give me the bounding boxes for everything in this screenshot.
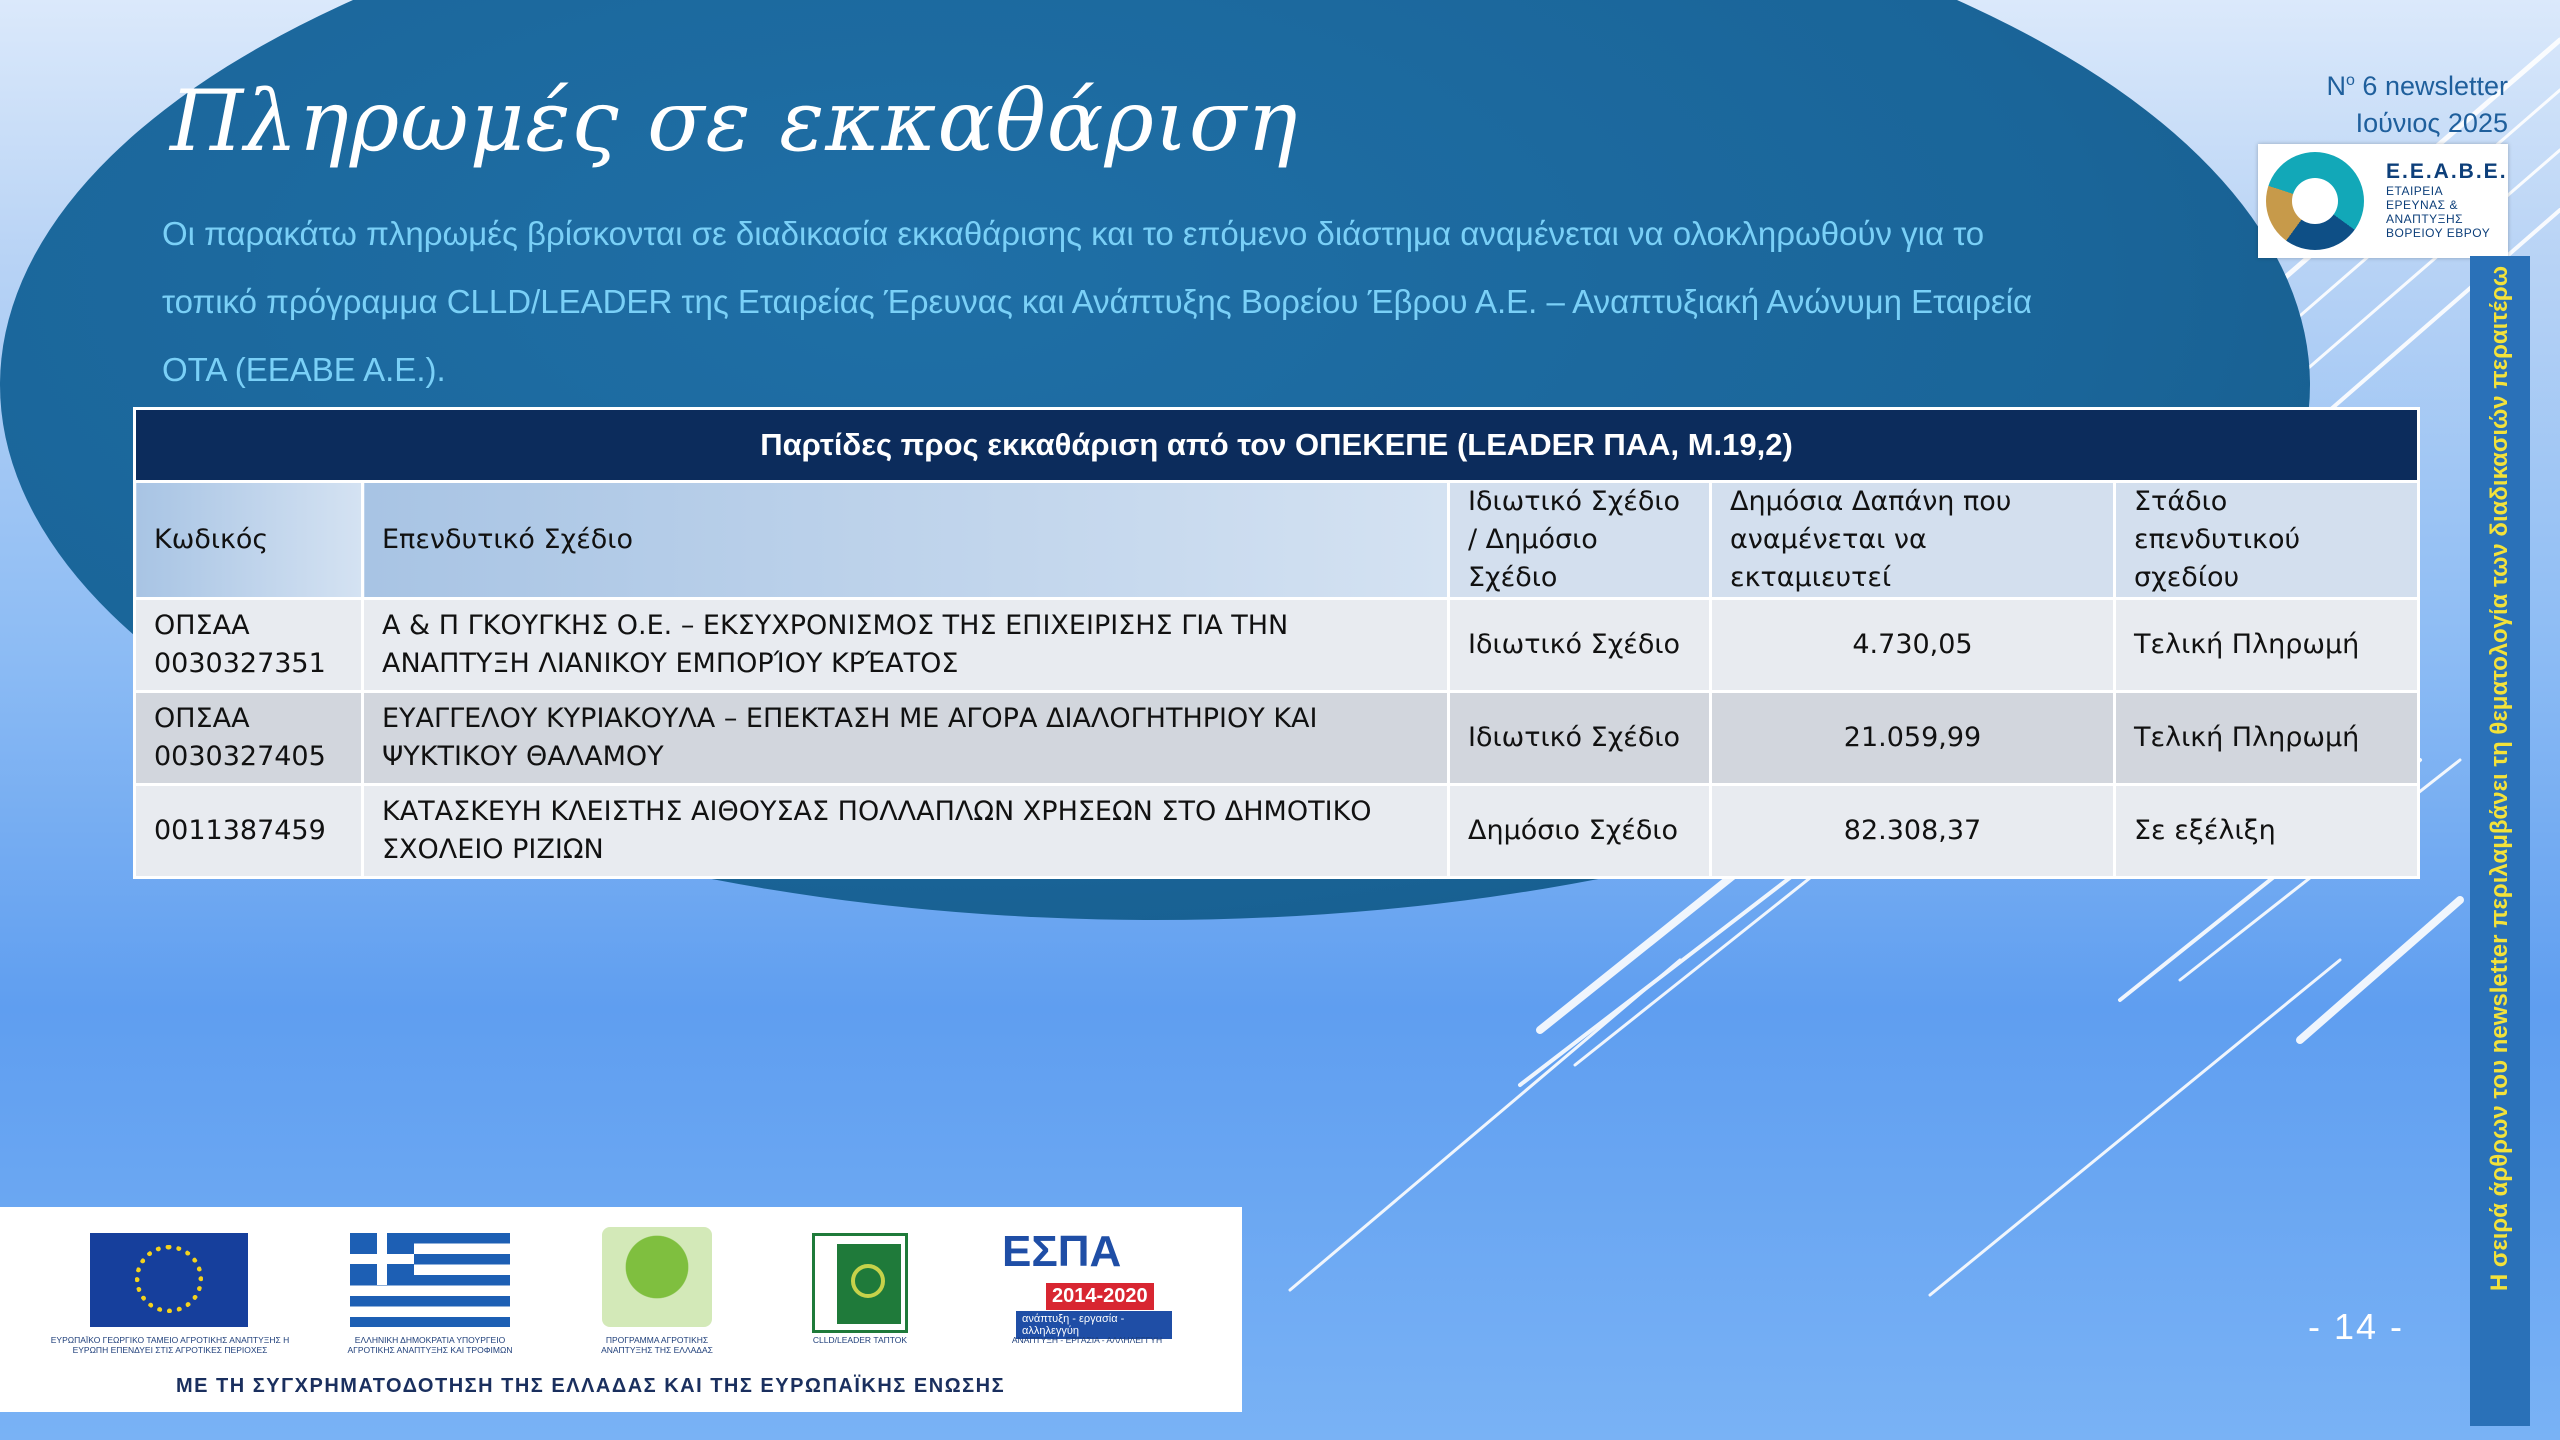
page-number: - 14 - bbox=[2308, 1306, 2405, 1347]
table-header-row bbox=[135, 482, 2419, 599]
newsletter-date: Ιούνιος 2025 bbox=[2355, 108, 2508, 138]
logo-caption-greece: ΕΛΛΗΝΙΚΗ ΔΗΜΟΚΡΑΤΙΑ ΥΠΟΥΡΓΕΙΟ ΑΓΡΟΤΙΚΗΣ ΑΝΑΠΤΥΞΗΣ ΚΑΙ ΤΡΟΦΙΜΩΝ bbox=[347, 1335, 513, 1355]
cell-amount: 4.730,05 bbox=[1711, 599, 2115, 692]
header-plan: Επενδυτικό Σχέδιο bbox=[363, 482, 1449, 599]
page-title: Πληρωμές σε εκκαθάριση bbox=[170, 72, 1299, 170]
greek-flag-icon bbox=[350, 1233, 510, 1327]
cell-amount: 21.059,99 bbox=[1711, 692, 2115, 785]
programme-tree-icon bbox=[602, 1227, 712, 1327]
cofunding-statement: ΜΕ ΤΗ ΣΥΓΧΡΗΜΑΤΟΔΟΤΗΣΗ ΤΗΣ ΕΛΛΑΔΑΣ ΚΑΙ ΤΗΣ ΕΥΡΩΠΑΪΚΗΣ ΕΝΩΣΗΣ bbox=[176, 1375, 1006, 1397]
newsletter-issue: $N^o$ 6 newsletter bbox=[2326, 71, 2508, 101]
header-type: Ιδιωτικό Σχέδιο / Δημόσιο Σχέδιο bbox=[1449, 482, 1711, 599]
cell-type: Ιδιωτικό Σχέδιο bbox=[1449, 599, 1711, 692]
cell-amount: 82.308,37 bbox=[1711, 785, 2115, 878]
cell-stage: Σε εξέλιξη bbox=[2115, 785, 2419, 878]
cell-type: Δημόσιο Σχέδιο bbox=[1449, 785, 1711, 878]
table-row bbox=[135, 599, 2419, 692]
cell-code: ΟΠΣΑΑ 0030327405 bbox=[135, 692, 363, 785]
payments-table bbox=[133, 407, 2420, 879]
cell-code: ΟΠΣΑΑ 0030327351 bbox=[135, 599, 363, 692]
header-code: Κωδικός bbox=[135, 482, 363, 599]
table-row bbox=[135, 692, 2419, 785]
table-row bbox=[135, 785, 2419, 878]
cell-stage: Τελική Πληρωμή bbox=[2115, 692, 2419, 785]
logo-caption-leader: CLLD/LEADER ΤΑΠΤΟΚ bbox=[812, 1335, 908, 1345]
cell-plan: Α & Π ΓΚΟΥΓΚΗΣ Ο.Ε. – ΕΚΣΥΧΡΟΝΙΣΜΟΣ ΤΗΣ ΕΠΙΧΕΙΡΙΣΗΣ ΓΙΑ ΤΗΝ ΑΝΑΠΤΥΞΗ ΛΙΑΝΙΚΟΥ ΕΜΠΟΡΊΟΥ ΚΡΈΑΤΟΣ bbox=[363, 599, 1449, 692]
cell-stage: Τελική Πληρωμή bbox=[2115, 599, 2419, 692]
cell-plan: ΚΑΤΑΣΚΕΥΗ ΚΛΕΙΣΤΗΣ ΑΙΘΟΥΣΑΣ ΠΟΛΛΑΠΛΩΝ ΧΡΗΣΕΩΝ ΣΤΟ ΔΗΜΟΤΙΚΟ ΣΧΟΛΕΙΟ ΡΙΖΙΩΝ bbox=[363, 785, 1449, 878]
cell-plan: ΕΥΑΓΓΕΛΟΥ ΚΥΡΙΑΚΟΥΛΑ – ΕΠΕΚΤΑΣΗ ΜΕ ΑΓΟΡΑ ΔΙΑΛΟΓΗΤΗΡΙΟΥ ΚΑΙ ΨΥΚΤΙΚΟΥ ΘΑΛΑΜΟΥ bbox=[363, 692, 1449, 785]
cell-type: Ιδιωτικό Σχέδιο bbox=[1449, 692, 1711, 785]
cell-code: 0011387459 bbox=[135, 785, 363, 878]
newsletter-info bbox=[2327, 62, 2509, 142]
header-stage: Στάδιο επενδυτικού σχεδίου bbox=[2115, 482, 2419, 599]
eu-flag-icon bbox=[90, 1233, 248, 1327]
leader-logo-icon bbox=[812, 1233, 908, 1333]
header-amount: Δημόσια Δαπάνη που αναμένεται να εκταμιευτεί bbox=[1711, 482, 2115, 599]
table-caption: Παρτίδες προς εκκαθάριση από τον ΟΠΕΚΕΠΕ (LEADER ΠΑΑ, Μ.19,2) bbox=[135, 409, 2419, 482]
intro-paragraph: Οι παρακάτω πληρωμές βρίσκονται σε διαδικασία εκκαθάρισης και το επόμενο διάστημα αναμένεται να ολοκληρωθούν για το τοπικό πρόγραμμα CLLD/LEADER της Εταιρείας Έρευνας και Ανάπτυξης Βορείου Έβρου Α.Ε. – Αναπτυξιακή Ανώνυμη Εταιρεία ΟΤΑ (ΕΕΑΒΕ Α.Ε.). bbox=[162, 215, 2033, 388]
eeabe-logo-text: Ε.Ε.Α.Β.Ε. ΕΤΑΙΡΕΙΑ ΕΡΕΥΝΑΣ & ΑΝΑΠΤΥΞΗΣ ΒΟΡΕΙΟΥ ΕΒΡΟΥ bbox=[2386, 160, 2508, 240]
logo-caption-programme: ΠΡΟΓΡΑΜΜΑ ΑΓΡΟΤΙΚΗΣ ΑΝΑΠΤΥΞΗΣ ΤΗΣ ΕΛΛΑΔΑΣ bbox=[601, 1335, 713, 1355]
funding-logos-footer bbox=[0, 1207, 1242, 1412]
espa-logo-icon: ΕΣΠΑ 2014-2020 ανάπτυξη - εργασία - αλληλεγγύη bbox=[1002, 1227, 1172, 1337]
eeabe-emblem-icon bbox=[2266, 152, 2364, 250]
side-banner-text: Η σειρά άρθρων του newsletter περιλαμβάνει τη θεματολογία των διαδικασιών περαιτέρω bbox=[2486, 266, 2513, 1292]
eeabe-logo bbox=[2258, 144, 2508, 258]
logo-caption-espa: ΑΝΑΠΤΥΞΗ - ΕΡΓΑΣΙΑ - ΑΛΛΗΛΕΓΓΥΗ bbox=[1011, 1335, 1163, 1345]
logo-caption-eu: ΕΥΡΩΠΑΪΚΟ ΓΕΩΡΓΙΚΟ ΤΑΜΕΙΟ ΑΓΡΟΤΙΚΗΣ ΑΝΑΠΤΥΞΗΣ Η ΕΥΡΩΠΗ ΕΠΕΝΔΥΕΙ ΣΤΙΣ ΑΓΡΟΤΙΚΕΣ ΠΕΡΙΟΧΕΣ bbox=[50, 1335, 290, 1355]
